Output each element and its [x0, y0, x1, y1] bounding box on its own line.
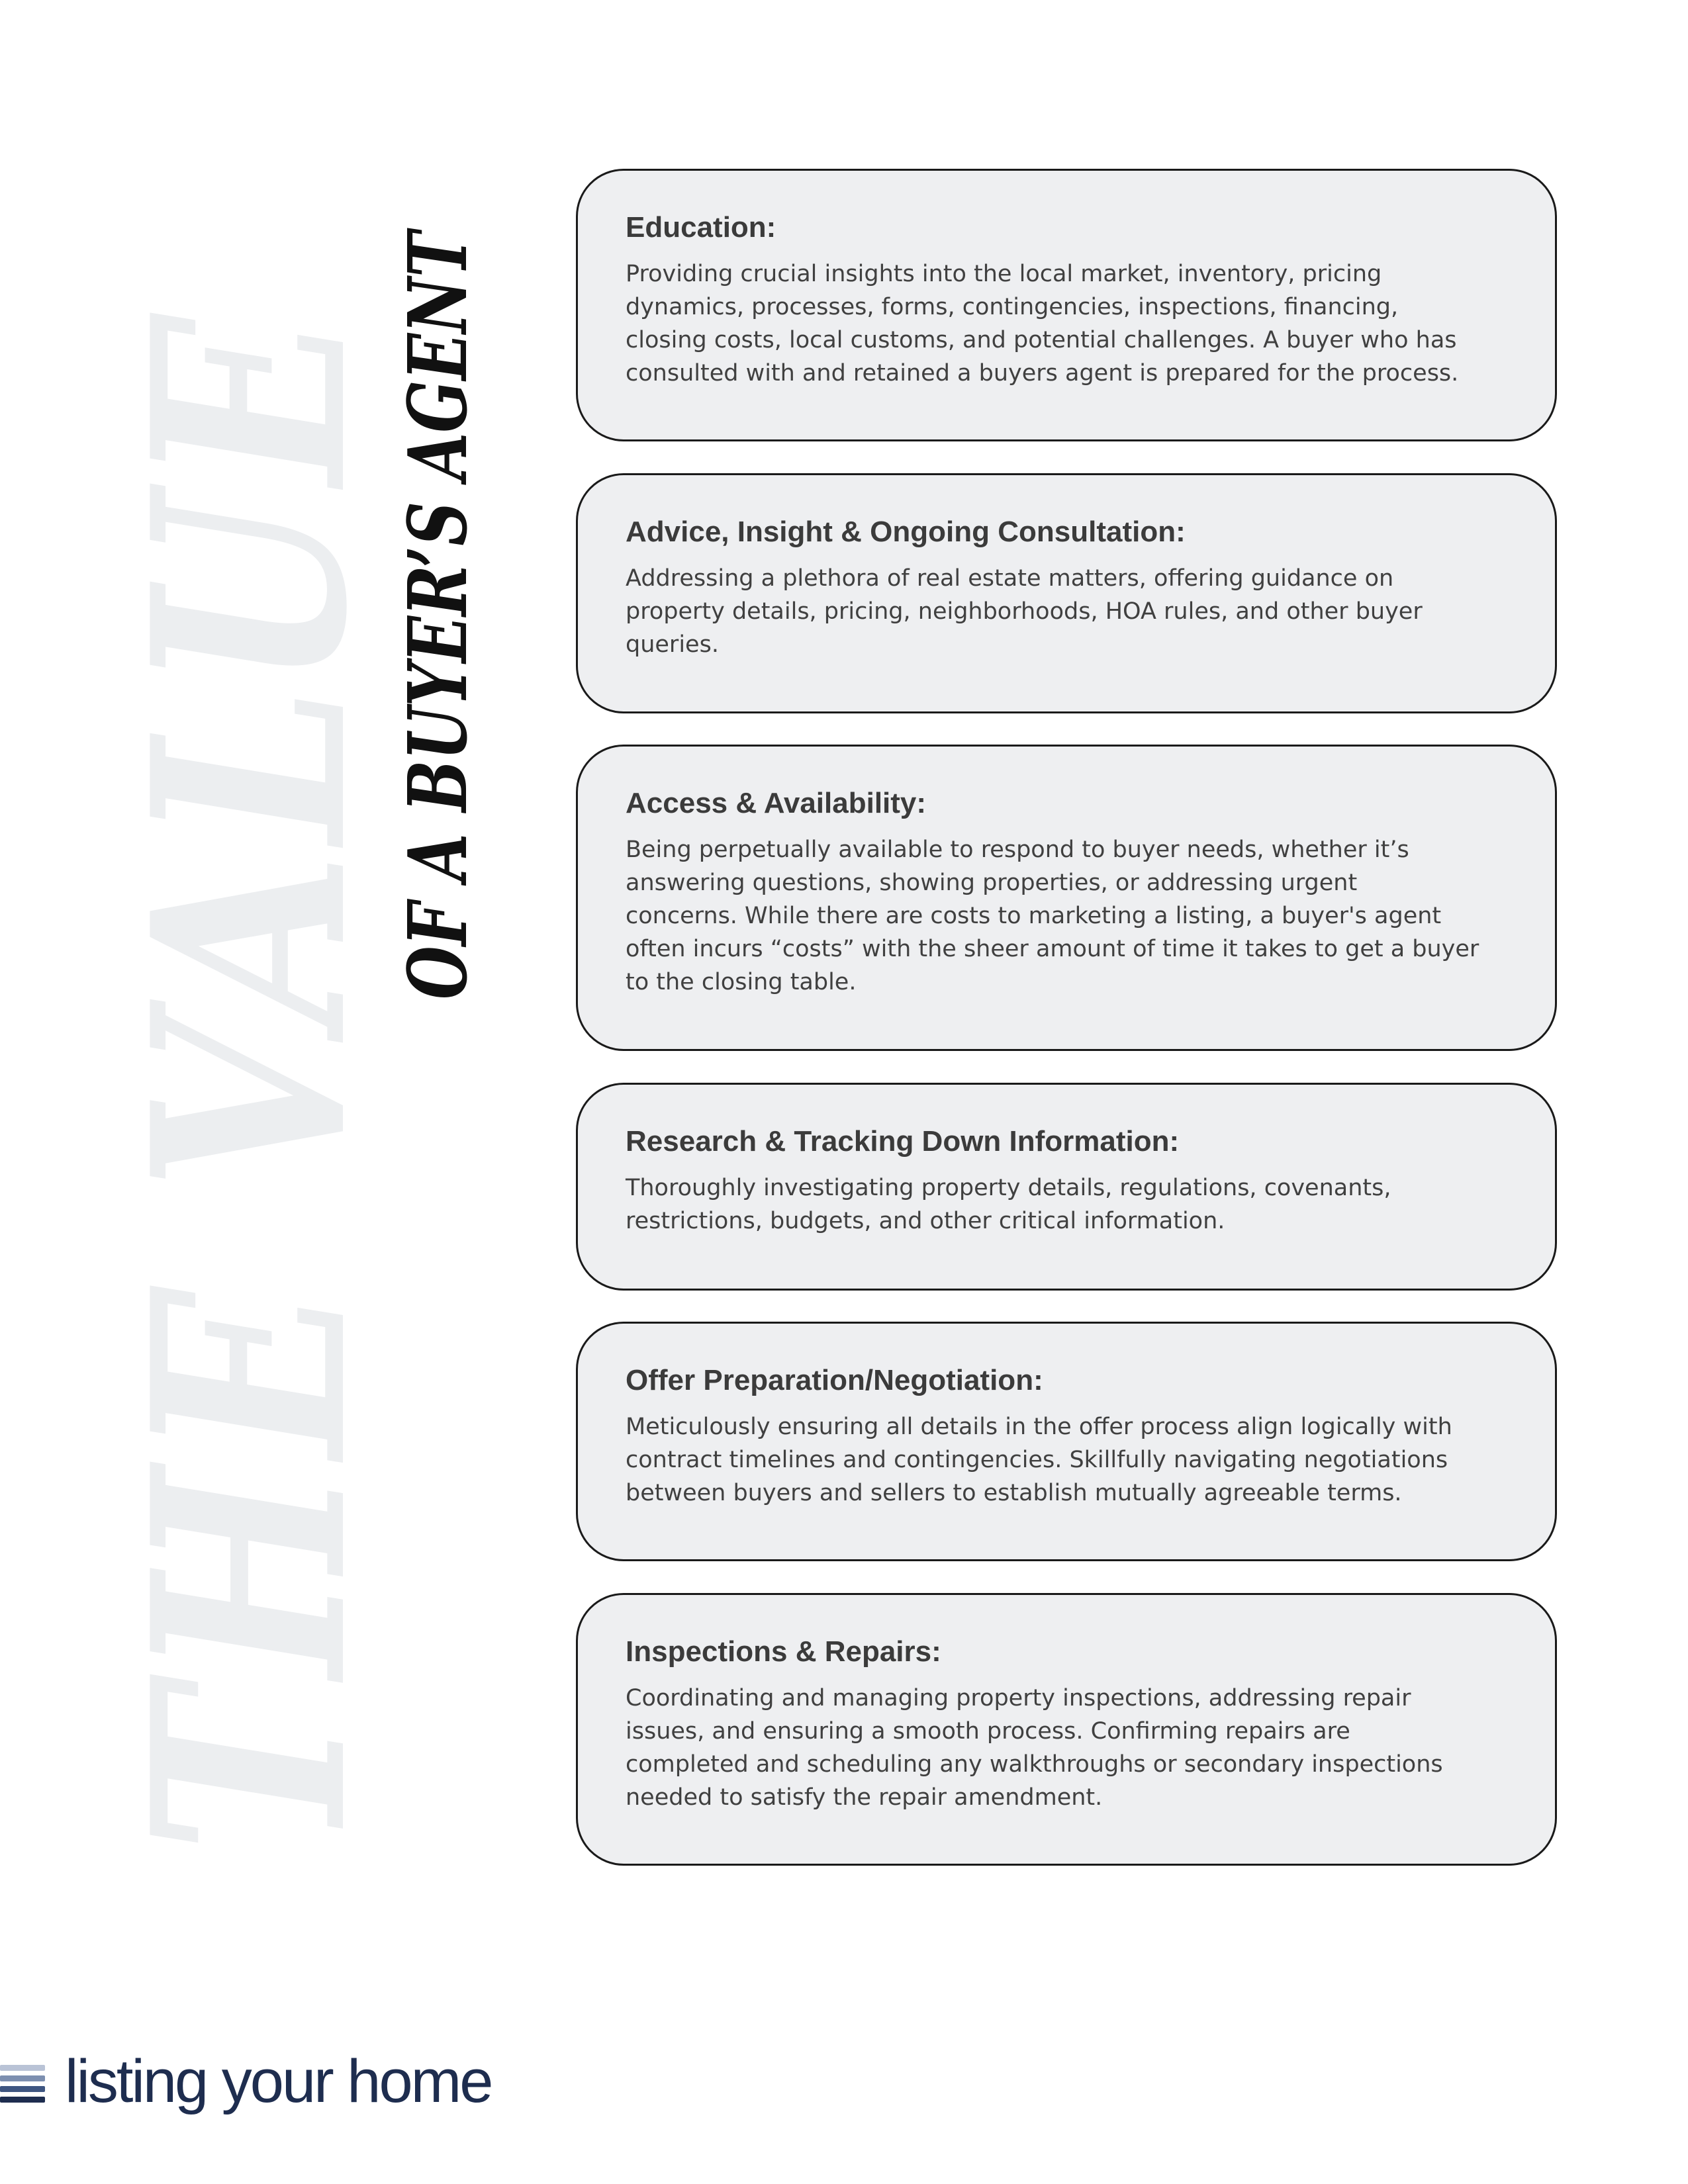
card-offer [576, 1322, 1557, 1561]
card-line: Thoroughly investigating property details, regulations, covenants, [626, 1174, 1391, 1201]
footer-logo [0, 2045, 596, 2118]
card-access [576, 745, 1557, 1051]
card-line: restrictions, budgets, and other critical information. [626, 1207, 1225, 1234]
logo-text: listing your home [65, 2048, 492, 2115]
card-title: Research & Tracking Down Information: [626, 1125, 1180, 1158]
card-line: Providing crucial insights into the local market, inventory, pricing [626, 260, 1382, 287]
card-title: Access & Availability: [626, 787, 927, 819]
card-line: between buyers and sellers to establish mutually agreeable terms. [626, 1479, 1402, 1506]
card-title: Offer Preparation/Negotiation: [626, 1364, 1043, 1396]
card-body [626, 1171, 1509, 1238]
card-body [626, 833, 1509, 999]
card-line: completed and scheduling any walkthroughs or secondary inspections [626, 1751, 1443, 1778]
card-line: contract timelines and contingencies. Skillfully navigating negotiations [626, 1446, 1448, 1473]
card-line: often incurs “costs” with the sheer amount of time it takes to get a buyer [626, 935, 1479, 962]
card-body [626, 1682, 1509, 1814]
card-line: Meticulously ensuring all details in the offer process align logically with [626, 1413, 1452, 1440]
card-research [576, 1083, 1557, 1291]
card-line: queries. [626, 631, 719, 658]
card-line: dynamics, processes, forms, contingencies, inspections, financing, [626, 293, 1399, 320]
card-line: needed to satisfy the repair amendment. [626, 1784, 1103, 1811]
card-line: concerns. While there are costs to marketing a listing, a buyer's agent [626, 902, 1442, 929]
card-line: to the closing table. [626, 968, 857, 995]
card-inspections [576, 1593, 1557, 1866]
card-line: Being perpetually available to respond to buyer needs, whether it’s [626, 836, 1409, 863]
card-body [626, 562, 1509, 661]
card-line: closing costs, local customs, and potential challenges. A buyer who has [626, 326, 1457, 353]
card-line: Coordinating and managing property inspections, addressing repair [626, 1684, 1411, 1711]
decorative-title: THE VALUE [95, 305, 406, 1853]
page-subtitle: OF A BUYER’S AGENT [390, 232, 485, 1000]
card-line: property details, pricing, neighborhoods, HOA rules, and other buyer [626, 598, 1423, 625]
card-line: consulted with and retained a buyers agent is prepared for the process. [626, 359, 1459, 387]
card-body [626, 257, 1509, 390]
card-education [576, 169, 1557, 441]
card-body [626, 1410, 1509, 1510]
card-line: issues, and ensuring a smooth process. Confirming repairs are [626, 1717, 1350, 1745]
card-title: Advice, Insight & Ongoing Consultation: [626, 516, 1186, 548]
card-title: Inspections & Repairs: [626, 1635, 941, 1668]
card-line: Addressing a plethora of real estate matters, offering guidance on [626, 565, 1394, 592]
stacked-lines-icon [0, 2065, 45, 2102]
card-line: answering questions, showing properties, or addressing urgent [626, 869, 1358, 896]
card-advice [576, 473, 1557, 713]
card-title: Education: [626, 211, 776, 244]
